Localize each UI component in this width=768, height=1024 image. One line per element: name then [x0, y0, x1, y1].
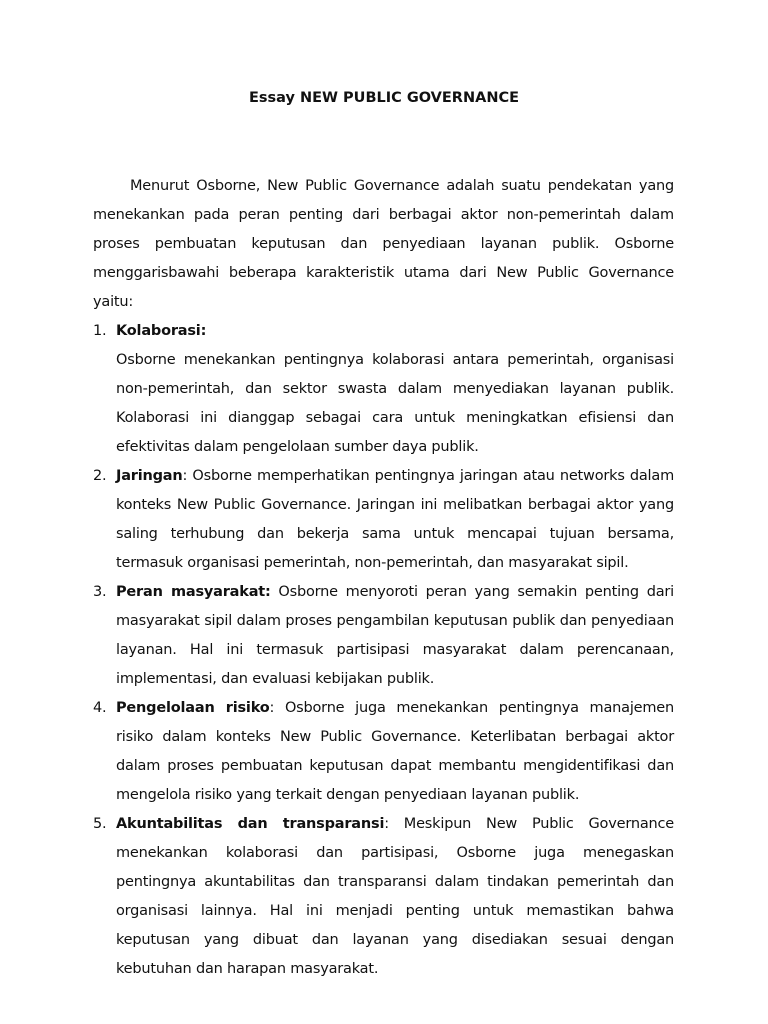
list-item-akuntabilitas [93, 810, 674, 984]
list-number: 2. [93, 468, 107, 484]
list-item-term: Jaringan [116, 468, 183, 484]
list-item-pengelolaan-risiko [93, 694, 674, 810]
list-number: 3. [93, 584, 107, 600]
list-item-jaringan [93, 462, 674, 578]
list-item-text: Osborne memperhatikan pentingnya jaringan atau networks dalam konteks New Public Governance. Jaringan ini melibatkan berbagai aktor yang saling terhubung dan bekerja sama untuk mencapai tujuan bersama, termasuk organisasi pemerintah, non-pemerintah, dan masyarakat sipil. [116, 468, 674, 571]
list-number: 5. [93, 816, 107, 832]
list-item-separator: : [269, 700, 275, 716]
intro-paragraph: Menurut Osborne, New Public Governance adalah suatu pendekatan yang menekankan pada peran penting dari berbagai aktor non-pemerintah dalam proses pembuatan keputusan dan penyediaan layanan publik. Osborne menggarisbawahi beberapa karakteristik utama dari New Public Governance yaitu: [93, 178, 674, 310]
list-item-term: Akuntabilitas dan transparansi [116, 816, 385, 832]
list-number: 4. [93, 700, 107, 716]
characteristics-list [93, 317, 674, 984]
document-body [93, 172, 674, 984]
list-item-separator: : [182, 468, 188, 484]
list-item-term: Kolaborasi: [116, 323, 207, 339]
document-title: Essay NEW PUBLIC GOVERNANCE [248, 90, 520, 106]
list-number: 1. [93, 323, 107, 339]
list-item-text: Osborne juga menekankan pentingnya manajemen risiko dalam konteks New Public Governance. Keterlibatan berbagai aktor dalam proses pembuatan keputusan dapat membantu mengidentifikasi dan mengelola risiko yang terkait dengan penyediaan layanan publik. [116, 700, 674, 803]
list-item-text: Osborne menekankan pentingnya kolaborasi antara pemerintah, organisasi non-pemerintah, dan sektor swasta dalam menyediakan layanan publik. Kolaborasi ini dianggap sebagai cara untuk meningkatkan efisiensi dan efektivitas dalam pengelolaan sumber daya publik. [116, 352, 674, 455]
list-item-term: Pengelolaan risiko [116, 700, 270, 716]
list-item-text: Meskipun New Public Governance menekankan kolaborasi dan partisipasi, Osborne juga menegaskan pentingnya akuntabilitas dan transparansi dalam tindakan pemerintah dan organisasi lainnya. Hal ini menjadi penting untuk memastikan bahwa keputusan yang dibuat dan layanan yang disediakan sesuai dengan kebutuhan dan harapan masyarakat. [116, 816, 674, 977]
list-item-separator: : [384, 816, 389, 832]
list-item-text: Osborne menyoroti peran yang semakin penting dari masyarakat sipil dalam proses pengambilan keputusan publik dan penyediaan layanan. Hal ini termasuk partisipasi masyarakat dalam perencanaan, implementasi, dan evaluasi kebijakan publik. [116, 584, 674, 687]
list-item-term: Peran masyarakat: [116, 584, 271, 600]
list-item-kolaborasi [93, 317, 674, 462]
list-item-peran-masyarakat [93, 578, 674, 694]
